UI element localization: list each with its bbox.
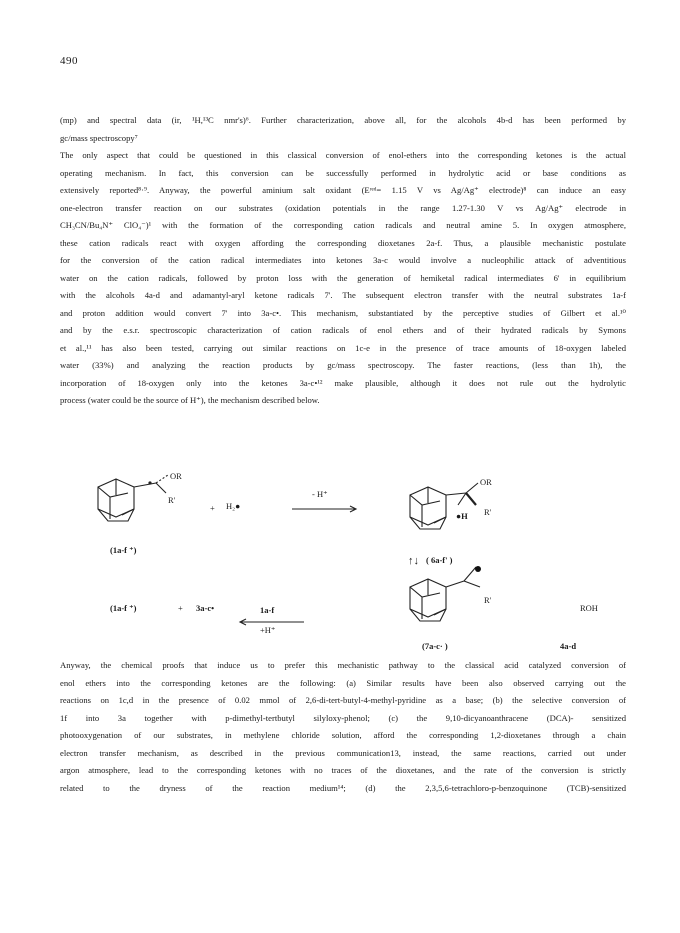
compound-6-label: ( 6a-f' ) <box>426 555 453 565</box>
text-line: 1f into 3a together with p-dimethyl-tertbutyl silyloxy-phenol; (c) the 9,10-dicyanoanthracene (DCA)- sensitized <box>60 712 626 723</box>
text-line: incorporation of 18-oxygen only into the ketones 3a-c•¹² make plausible, although it does not rule out the hydrolytic <box>60 377 626 388</box>
text-line: water (33%) and analyzing the reaction products by gc/mass spectroscopy. The faster reactions, (less than 1h), the <box>60 360 626 370</box>
reaction-scheme <box>60 465 626 660</box>
r-label-3: R' <box>484 595 492 605</box>
r-label-1: R' <box>168 495 176 505</box>
text-line: gc/mass spectroscopy⁷ <box>60 132 138 143</box>
text-line: related to the dryness of the reaction medium¹⁴; (d) the 2,3,5,6-tetrachloro-p-benzoquinone (TCB)-sensitized <box>60 782 626 793</box>
or-label-2: OR <box>480 477 492 487</box>
text-line: Anyway, the chemical proofs that induce us to prefer this mechanistic pathway to the classical acid catalyzed conversion of <box>60 660 626 670</box>
text-line: The only aspect that could be questioned in this classical conversion of enol-ethers into the corresponding ketones is the actual <box>60 150 626 160</box>
text-line: photooxygenation of our substrates, in methylene chloride solution, afford the corresponding 1,2-dioxetanes through a chain <box>60 730 626 740</box>
roh-label: ROH <box>580 603 598 613</box>
text-line: these cation radicals react with oxygen affording the corresponding dioxetanes 2a-f. Thus, a plausible mechanistic postulate <box>60 237 626 248</box>
reagent-below-arrow: +H⁺ <box>260 625 276 635</box>
equilibrium-arrows: ↑↓ <box>408 555 419 567</box>
r-label-2: R' <box>484 507 492 517</box>
radical-dot-1 <box>148 481 151 484</box>
compound-1b-label: (1a-f ⁺) <box>110 603 137 613</box>
text-line: CH₃CN/Bu₄N⁺ ClO₄⁻)¹ with the formation of the corresponding cation radicals and neutral amine 5. In oxygen atmosphere, <box>60 220 626 230</box>
text-line: argon atmosphere, lead to the corresponding ketones with no traces of the dioxetanes, and the rate of the conversion is strictly <box>60 765 626 775</box>
text-line: with the alcohols 4a-d and adamantyl-aryl ketone radicals 7'. The subsequent electron transfer with the neutral substrates 1a-f <box>60 290 626 300</box>
bottom-paragraph <box>60 657 626 797</box>
adamantane-structure-2 <box>410 483 478 529</box>
reagent-above-arrow: 1a-f <box>260 605 275 615</box>
radical-dot-2 <box>475 566 481 572</box>
text-line: one-electron transfer reaction on our substrates (oxidation potentials in the range 1.27-1.30 V vs Ag/Ag⁺ electrode in <box>60 202 626 213</box>
text-line: extensively reported⁸·⁹. Anyway, the powerful aminium salt oxidant (Eʳᵉᵈ= 1.15 V vs Ag/Ag⁺ electrode)⁸ can induce an easy <box>60 185 626 195</box>
text-line: and proton addition would convert 7' into 3a-c•. This mechanism, substantiated by the perceptive studies of Gilbert et al.¹⁰ <box>60 307 626 318</box>
text-line: water on the cation radicals, followed by proton loss with the generation of hemiketal radical intermediates 6' in equilibrium <box>60 272 626 283</box>
plus-1: + <box>210 503 215 513</box>
scheme-drawing <box>60 465 626 660</box>
text-line: (mp) and spectral data (ir, ¹H,¹³C nmr's)⁶. Further characterization, above all, for the alcohols 4b-d has been performed by <box>60 115 626 125</box>
adamantane-structure-1 <box>98 475 168 521</box>
oh-label: ●H <box>456 511 468 521</box>
text-line: operating mechanism. In fact, this conversion can be successfully performed in hydrolytic acid or base conditions as <box>60 167 626 178</box>
compound-1-label: (1a-f ⁺) <box>110 545 137 555</box>
compound-3-label: 3a-c• <box>196 603 215 613</box>
page-number: 490 <box>60 55 78 67</box>
plus-2: + <box>178 603 183 613</box>
compound-7-label: (7a-c· ) <box>422 641 448 651</box>
text-line: process (water could be the source of H⁺), the mechanism described below. <box>60 395 320 405</box>
text-line: for the conversion of the cation radical intermediates into ketones 3a-c would involve a nucleophilic attack of adventitious <box>60 255 626 265</box>
arrow-label-top: - H⁺ <box>312 489 328 499</box>
compound-4-label: 4a-d <box>560 641 577 651</box>
text-line: electron transfer mechanism, as described in the previous communication13, instead, the same reactions, carried out under <box>60 747 626 758</box>
adamantane-structure-3 <box>410 567 480 621</box>
or-label-1: OR <box>170 471 182 481</box>
text-line: enol ethers into the corresponding ketones are the following: (a) Similar results have been also observed carrying out the <box>60 677 626 688</box>
text-line: and by the e.s.r. spectroscopic characterization of cation radicals of enol ethers and of their hydrated radicals by Symons <box>60 325 626 335</box>
top-paragraph <box>60 112 626 410</box>
text-line: reactions on 1c,d in the presence of 0.02 mmol of 2,6-di-tert-butyl-4-methyl-pyridine as a base; (b) the selective conversion of <box>60 695 626 705</box>
h2o-label: H₂● <box>226 501 241 511</box>
text-line: et al.,¹¹ has also been tested, carrying out similar reactions on 1c-e in the presence of trace amounts of 18-oxygen labeled <box>60 342 626 353</box>
